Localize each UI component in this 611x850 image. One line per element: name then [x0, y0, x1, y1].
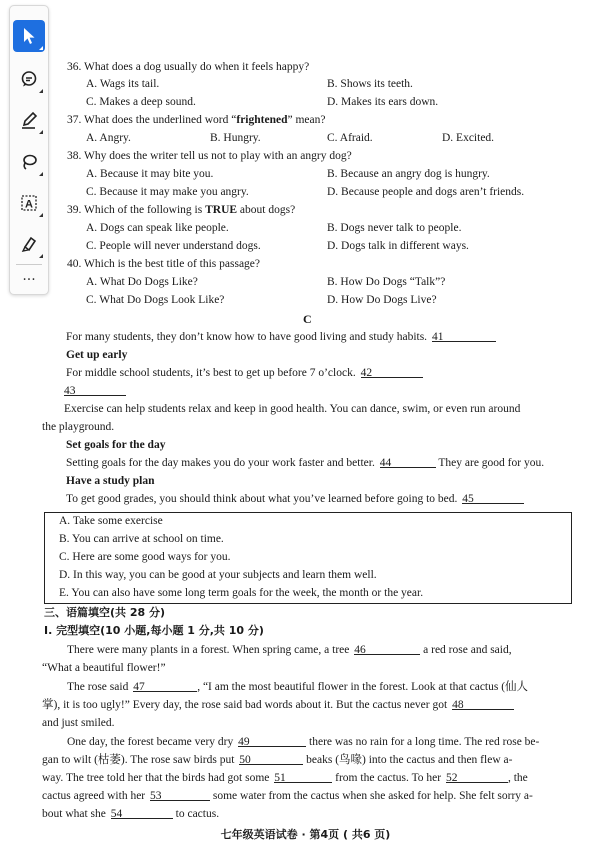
blank-44-number: 44: [379, 457, 392, 469]
q37-stem-pre: 37. What does the underlined word “: [67, 114, 237, 126]
blank-50: [239, 753, 303, 765]
blank-47-number: 47: [133, 681, 145, 693]
blank-42-number: 42: [360, 367, 373, 379]
cloze-text: There were many plants in a forest. When spring came, a tree: [67, 644, 350, 656]
p5-text: To get good grades, you should think about what you’ve learned before going to bed.: [66, 493, 458, 505]
q37-option-c: C. Afraid.: [327, 132, 373, 144]
blank-54: [111, 807, 173, 819]
cloze-text: , the: [507, 772, 528, 784]
q39-option-d: D. Dogs talk in different ways.: [327, 240, 469, 252]
question-37-stem: [67, 113, 325, 127]
cloze-line-9: [42, 789, 533, 803]
q40-option-c: C. What Do Dogs Look Like?: [86, 294, 225, 306]
annotation-toolbar: [9, 5, 49, 295]
page-footer: 七年级英语试卷 · 第4页 ( 共6 页): [220, 828, 391, 841]
cloze-line-2: “What a beautiful flower!”: [42, 662, 166, 674]
section-c-paragraph-3a: Exercise can help students relax and keep in good health. You can dance, swim, or even run around: [64, 403, 521, 415]
blank-43-number: 43: [64, 385, 76, 397]
part-3-subtitle: Ⅰ. 完型填空(10 小题,每小题 1 分,共 10 分): [44, 624, 264, 637]
q36-option-a: A. Wags its tail.: [86, 78, 160, 90]
q39-option-a: A. Dogs can speak like people.: [86, 222, 229, 234]
blank-43-line: [64, 384, 126, 398]
section-c-paragraph-2: [66, 366, 423, 380]
box-option-d: D. In this way, you can be good at your subjects and learn them well.: [59, 569, 377, 581]
blank-41: [432, 330, 496, 342]
cloze-line-10: [42, 807, 219, 821]
more-options-icon[interactable]: ···: [22, 272, 36, 288]
q39-option-b: B. Dogs never talk to people.: [327, 222, 462, 234]
cloze-line-5: and just smiled.: [42, 717, 115, 729]
cloze-line-8: [42, 771, 528, 785]
blank-46: [354, 643, 420, 655]
box-option-a: A. Take some exercise: [59, 515, 163, 527]
heading-get-up-early: Get up early: [66, 349, 128, 361]
comment-icon[interactable]: [13, 63, 45, 95]
blank-44: [380, 456, 436, 468]
blank-45-number: 45: [462, 493, 474, 505]
cloze-line-7: [42, 753, 512, 767]
cloze-text: 掌), it is too ugly!” Every day, the rose said bad words about it. But the cactus never got: [42, 699, 448, 711]
p2-text: For middle school students, it’s best to get up before 7 o’clock.: [66, 367, 356, 379]
section-c-heading: C: [303, 312, 312, 326]
blank-49-number: 49: [238, 736, 250, 748]
cloze-text: beaks (鸟喙) into the cactus and then flew a-: [306, 754, 513, 766]
question-40-stem: 40. Which is the best title of this passage?: [67, 258, 261, 270]
q39-option-c: C. People will never understand dogs.: [86, 240, 261, 252]
blank-51-number: 51: [274, 772, 286, 784]
cloze-line-3: [67, 680, 528, 694]
p4a-text: Setting goals for the day makes you do your work faster and better.: [66, 457, 375, 469]
blank-43: [64, 384, 126, 396]
q38-option-c: C. Because it may make you angry.: [86, 186, 249, 198]
blank-48: [452, 698, 514, 710]
blank-52-number: 52: [445, 772, 458, 784]
blank-54-number: 54: [110, 808, 123, 820]
q36-option-b: B. Shows its teeth.: [327, 78, 413, 90]
blank-53: [150, 789, 210, 801]
question-39-stem: [67, 203, 295, 217]
q39-stem-post: about dogs?: [237, 204, 296, 216]
blank-45: [462, 492, 524, 504]
q38-option-d: D. Because people and dogs aren’t friends.: [327, 186, 525, 198]
q37-underlined-word: frightened: [236, 114, 288, 126]
question-36-stem: 36. What does a dog usually do when it feels happy?: [67, 61, 310, 73]
p1-text: For many students, they don’t know how to have good living and study habits.: [66, 331, 428, 343]
section-c-paragraph-4: [66, 456, 544, 470]
q36-option-c: C. Makes a deep sound.: [86, 96, 196, 108]
question-38-stem: 38. Why does the writer tell us not to play with an angry dog?: [67, 150, 352, 162]
cloze-text: some water from the cactus when she asked for help. She felt sorry a-: [212, 790, 533, 802]
blank-48-number: 48: [452, 699, 464, 711]
q36-option-d: D. Makes its ears down.: [327, 96, 439, 108]
cloze-text: from the cactus. To her: [335, 772, 442, 784]
section-c-paragraph-3b: the playground.: [42, 421, 115, 433]
lasso-icon[interactable]: [13, 146, 45, 178]
blank-47: [133, 680, 197, 692]
part-3-title: 三、语篇填空(共 28 分): [44, 606, 166, 619]
section-c-paragraph-1: [66, 330, 496, 344]
cloze-line-6: [67, 735, 539, 749]
heading-study-plan: Have a study plan: [66, 475, 155, 487]
cloze-text: , “I am the most beautiful flower in the forest. Look at that cactus (仙人: [197, 681, 529, 693]
q40-option-a: A. What Do Dogs Like?: [86, 276, 198, 288]
cloze-text: way. The tree told her that the birds had got some: [42, 772, 270, 784]
box-option-b: B. You can arrive at school on time.: [59, 533, 224, 545]
q37-stem-post: ” mean?: [287, 114, 326, 126]
q37-option-d: D. Excited.: [442, 132, 495, 144]
q38-option-a: A. Because it may bite you.: [86, 168, 214, 180]
cloze-text: gan to wilt (枯萎). The rose saw birds put: [42, 754, 235, 766]
cloze-text: there was no rain for a long time. The red rose be-: [309, 736, 540, 748]
cloze-text: to cactus.: [175, 808, 220, 820]
box-option-c: C. Here are some good ways for you.: [59, 551, 231, 563]
cloze-text: cactus agreed with her: [42, 790, 146, 802]
q38-option-b: B. Because an angry dog is hungry.: [327, 168, 490, 180]
select-arrow-icon[interactable]: [13, 20, 45, 52]
cloze-line-4: [42, 698, 514, 712]
q40-option-d: D. How Do Dogs Live?: [327, 294, 437, 306]
cloze-line-1: [67, 643, 512, 657]
blank-42: [361, 366, 423, 378]
blank-49: [238, 735, 306, 747]
cloze-text: The rose said: [67, 681, 129, 693]
cloze-text: One day, the forest became very dry: [67, 736, 234, 748]
text-box-icon[interactable]: [13, 187, 45, 219]
box-option-e: E. You can also have some long term goals for the week, the month or the year.: [59, 587, 424, 599]
blank-51: [274, 771, 332, 783]
section-c-paragraph-5: [66, 492, 524, 506]
blank-53-number: 53: [150, 790, 162, 802]
q40-option-b: B. How Do Dogs “Talk”?: [327, 276, 446, 288]
blank-41-number: 41: [431, 331, 444, 343]
p4b-text: They are good for you.: [438, 457, 545, 469]
q39-stem-pre: 39. Which of the following is: [67, 204, 206, 216]
q37-option-b: B. Hungry.: [210, 132, 261, 144]
blank-50-number: 50: [239, 754, 251, 766]
blank-46-number: 46: [354, 644, 366, 656]
q39-stem-bold: TRUE: [205, 204, 238, 216]
highlighter-icon[interactable]: [13, 228, 45, 260]
cloze-text: a red rose and said,: [423, 644, 512, 656]
pen-icon[interactable]: [13, 104, 45, 136]
cloze-text: bout what she: [42, 808, 106, 820]
q37-option-a: A. Angry.: [86, 132, 131, 144]
blank-52: [446, 771, 508, 783]
heading-set-goals: Set goals for the day: [66, 439, 166, 451]
svg-text:A: A: [25, 198, 33, 211]
